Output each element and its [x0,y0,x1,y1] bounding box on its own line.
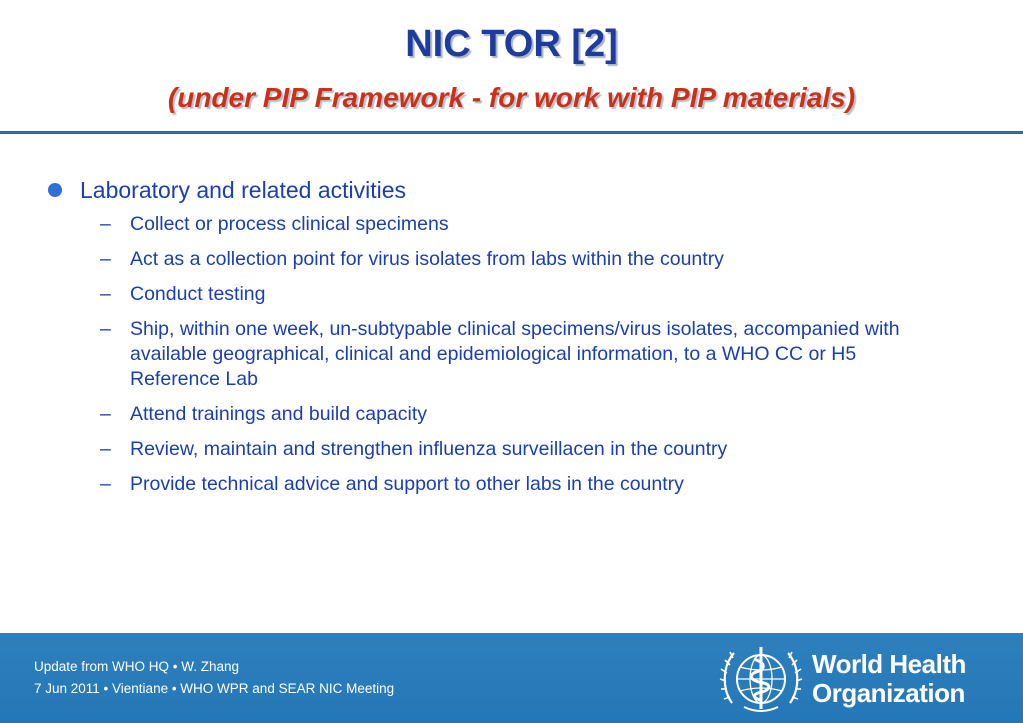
sub-bullet-text: Provide technical advice and support to other labs in the country [130,473,684,495]
dash-icon: – [100,318,111,340]
who-wordmark-line1: World Health [812,649,966,679]
sub-bullet-item [46,282,946,307]
sub-bullet-item [46,212,946,237]
sub-bullet-text: Act as a collection point for virus isolates from labs within the country [130,248,724,270]
slide-title: NIC TOR [2] [405,23,618,65]
who-wordmark [812,650,966,708]
who-wordmark-line2: Organization [812,678,965,708]
who-emblem-icon [718,637,804,719]
sub-bullet-item [46,437,946,462]
dash-icon: – [100,438,111,460]
dash-icon: – [100,473,111,495]
sub-bullet-text: Review, maintain and strengthen influenza surveillacen in the country [130,438,728,460]
sub-bullet-item [46,472,946,497]
main-bullet-text: Laboratory and related activities [80,177,407,203]
dash-icon: – [100,213,111,235]
title-divider [0,131,1023,134]
sub-bullet-text: Attend trainings and build capacity [130,403,428,425]
sub-bullet-list [46,212,946,497]
footer-bar [0,633,1023,723]
dash-icon: – [100,248,111,270]
slide-content [46,172,946,507]
main-bullet [46,172,946,208]
sub-bullet-text: Collect or process clinical specimens [130,213,449,235]
sub-bullet-text: Conduct testing [130,283,266,305]
sub-bullet-item [46,402,946,427]
dash-icon: – [100,283,111,305]
bullet-dot-icon [48,183,62,197]
sub-bullet-text: Ship, within one week, un-subtypable clinical specimens/virus isolates, accompanied with available geographical, clinical and epidemiological information, to a WHO CC or H5 Reference Lab [130,318,900,390]
sub-bullet-item [46,247,946,272]
slide-subtitle: (under PIP Framework - for work with PIP materials) [167,82,856,113]
footer-event: 7 Jun 2011 • Vientiane • WHO WPR and SEAR NIC Meeting [34,681,395,696]
sub-bullet-item [46,317,946,392]
dash-icon: – [100,403,111,425]
footer-presenter: Update from WHO HQ • W. Zhang [34,659,240,674]
